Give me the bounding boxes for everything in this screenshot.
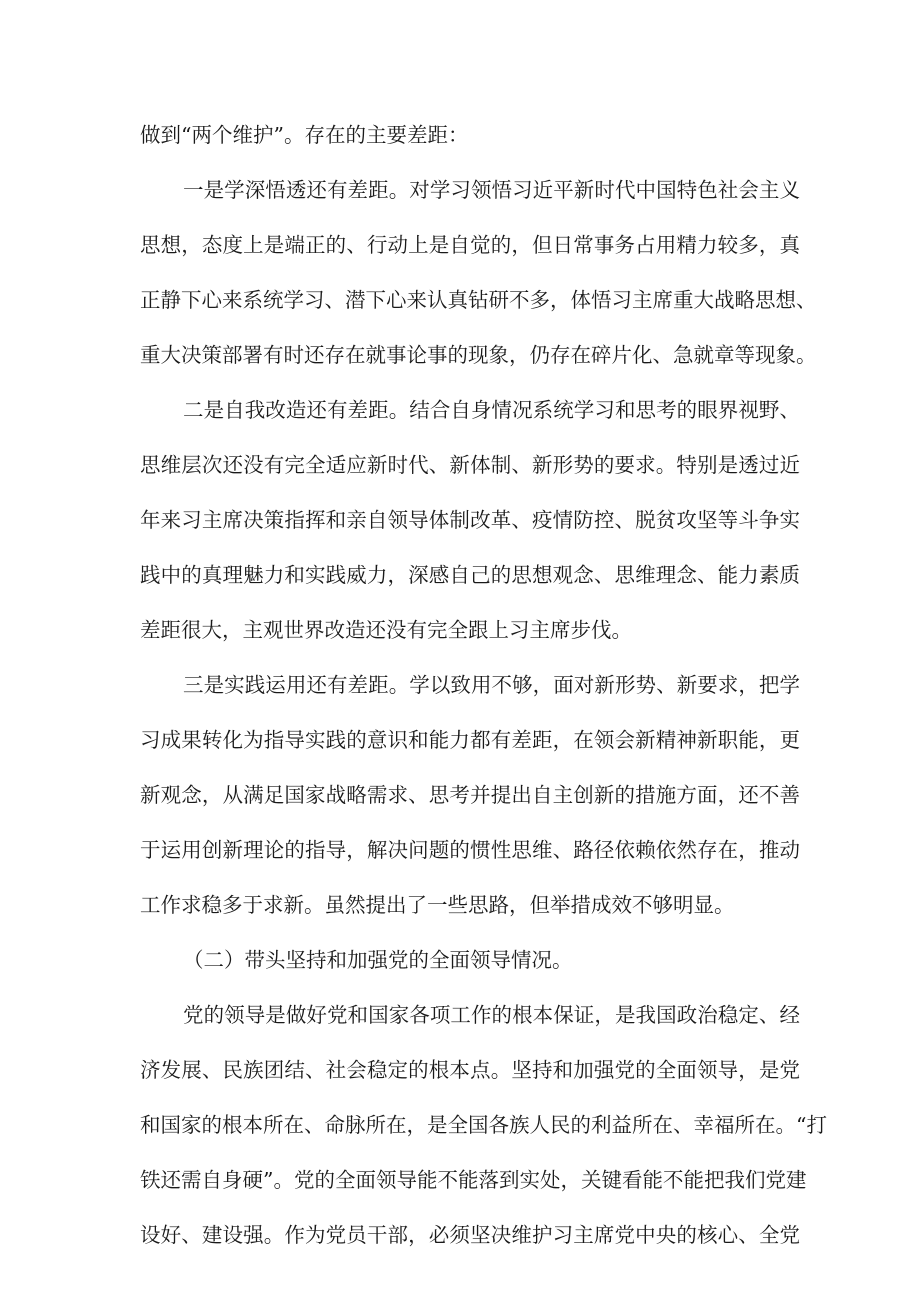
text-line: 二是自我改造还有差距。结合自身情况系统学习和思考的眼界视野、	[183, 398, 800, 422]
text-line: 铁还需自身硬”。党的全面领导能不能落到实处，关键看能不能把我们党建	[140, 1168, 807, 1192]
text-line: 做到“两个维护”。存在的主要差距：	[140, 123, 469, 147]
text-line: 一是学深悟透还有差距。对学习领悟习近平新时代中国特色社会主义	[183, 178, 800, 202]
text-line: 工作求稳多于求新。虽然提出了一些思路，但举措成效不够明显。	[140, 893, 735, 917]
text-line: 和国家的根本所在、命脉所在，是全国各族人民的利益所在、幸福所在。“打	[140, 1113, 827, 1137]
text-line: 三是实践运用还有差距。学以致用不够，面对新形势、新要求，把学	[183, 673, 800, 697]
text-line: 重大决策部署有时还存在就事论事的现象，仍存在碎片化、急就章等现象。	[140, 343, 817, 367]
text-line: 于运用创新理论的指导，解决问题的惯性思维、路径依赖依然存在，推动	[140, 838, 800, 862]
text-line: 正静下心来系统学习、潜下心来认真钻研不多，体悟习主席重大战略思想、	[140, 288, 817, 312]
text-line: 思想，态度上是端正的、行动上是自觉的，但日常事务占用精力较多，真	[140, 233, 800, 257]
text-line: 差距很大，主观世界改造还没有完全跟上习主席步伐。	[140, 618, 632, 642]
text-line: 习成果转化为指导实践的意识和能力都有差距，在领会新精神新职能，更	[140, 728, 800, 752]
text-line: 党的领导是做好党和国家各项工作的根本保证，是我国政治稳定、经	[183, 1003, 800, 1027]
text-line: 践中的真理魅力和实践威力，深感自己的思想观念、思维理念、能力素质	[140, 563, 800, 587]
text-line: 新观念，从满足国家战略需求、思考并提出自主创新的措施方面，还不善	[140, 783, 800, 807]
text-line: 年来习主席决策指挥和亲自领导体制改革、疫情防控、脱贫攻坚等斗争实	[140, 508, 800, 532]
section-heading: （二）带头坚持和加强党的全面领导情况。	[183, 948, 573, 972]
text-line: 思维层次还没有完全适应新时代、新体制、新形势的要求。特别是透过近	[140, 453, 800, 477]
text-line: 设好、建设强。作为党员干部，必须坚决维护习主席党中央的核心、全党	[140, 1223, 800, 1247]
text-line: 济发展、民族团结、社会稳定的根本点。坚持和加强党的全面领导，是党	[140, 1058, 800, 1082]
